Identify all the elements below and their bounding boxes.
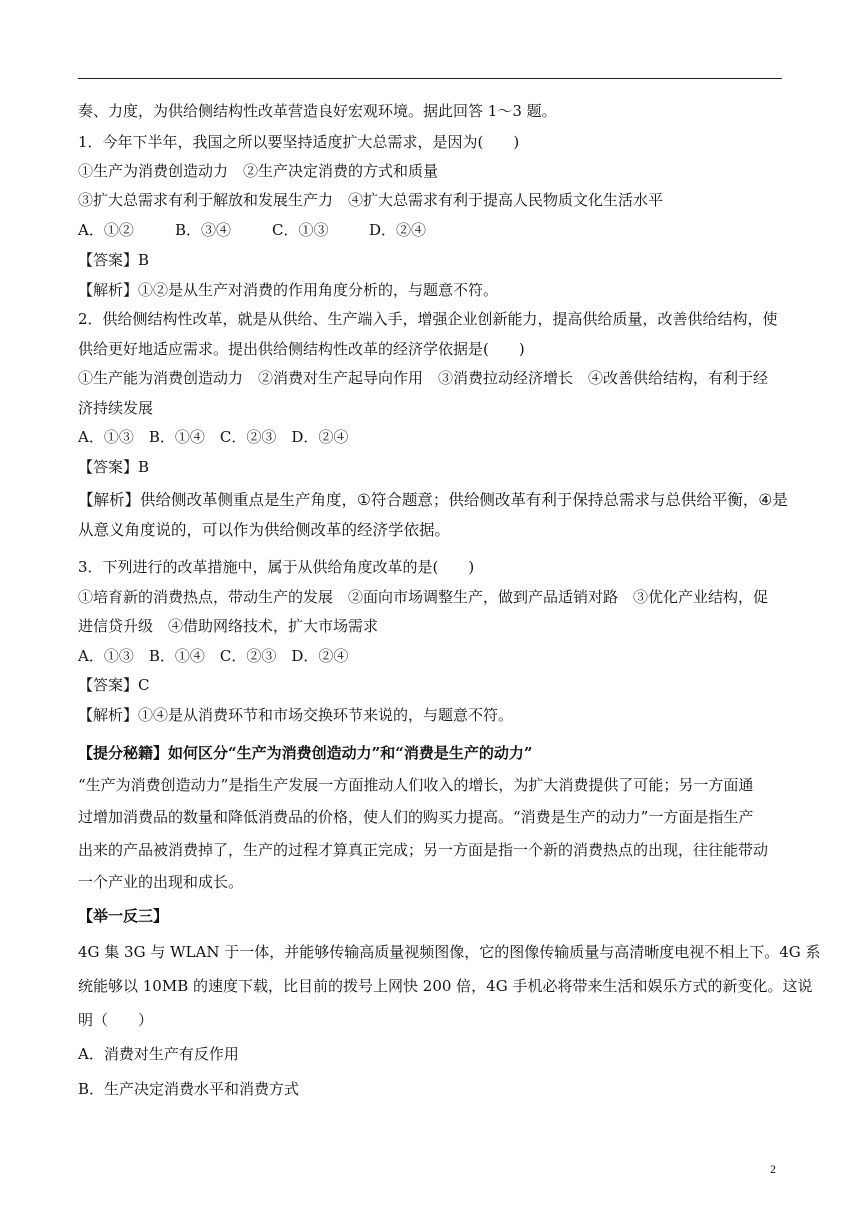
- q2-items-line1: ①生产能为消费创造动力 ②消费对生产起导向作用 ③消费拉动经济增长 ④改善供给结构，有利于经: [78, 369, 769, 387]
- q1-items-line2: ③扩大总需求有利于解放和发展生产力 ④扩大总需求有利于提高人民物质文化生活水平: [78, 191, 664, 209]
- q1-stem: 1．今年下半年，我国之所以要坚持适度扩大总需求，是因为( ): [78, 133, 520, 151]
- q1-options: [78, 220, 788, 240]
- practice-option-a: A．消费对生产有反作用: [78, 1045, 239, 1063]
- q1-analysis: 【解析】①②是从生产对消费的作用角度分析的，与题意不符。: [78, 281, 499, 299]
- q1-answer: 【答案】B: [78, 251, 150, 269]
- practice-option-b: B．生产决定消费水平和消费方式: [78, 1080, 300, 1098]
- tip-heading: 【提分秘籍】如何区分“生产为消费创造动力”和“消费是生产的动力”: [78, 744, 533, 762]
- header-rule: [78, 78, 782, 79]
- q3-analysis: 【解析】①④是从消费环节和市场交换环节来说的，与题意不符。: [78, 706, 514, 724]
- q1-option-a: A．①②: [78, 221, 134, 239]
- tip-line2: 过增加消费品的数量和降低消费品的价格，使人们的购买力提高。“消费是生产的动力”一方面是指生产: [78, 808, 754, 826]
- q2-analysis-line1: 【解析】供给侧改革侧重点是生产角度，①符合题意；供给侧改革有利于保持总需求与总供给平衡，④是: [78, 491, 788, 509]
- q1-items-line1: ①生产为消费创造动力 ②生产决定消费的方式和质量: [78, 162, 439, 180]
- q1-option-d: D．②④: [369, 221, 427, 239]
- q2-stem-line2: 供给更好地适应需求。提出供给侧结构性改革的经济学依据是( ): [78, 340, 525, 358]
- tip-line4: 一个产业的出现和成长。: [78, 873, 244, 891]
- practice-line1: 4G 集 3G 与 WLAN 于一体，并能够传输高质量视频图像，它的图像传输质量与高清晰度电视不相上下。4G 系: [78, 943, 821, 961]
- q1-option-b: B．③④: [175, 221, 232, 239]
- tip-line1: “生产为消费创造动力”是指生产发展一方面推动人们收入的增长，为扩大消费提供了可能；另一方面通: [78, 776, 754, 794]
- tip-line3: 出来的产品被消费掉了，生产的过程才算真正完成；另一方面是指一个新的消费热点的出现，往往能带动: [78, 841, 769, 859]
- q3-stem: 3．下列进行的改革措施中，属于从供给角度改革的是( ): [78, 558, 475, 576]
- intro-tail: 奏、力度，为供给侧结构性改革营造良好宏观环境。据此回答 1～3 题。: [78, 102, 557, 120]
- practice-line3: 明（ ）: [78, 1011, 154, 1029]
- q2-analysis-line2: 从意义角度说的，可以作为供给侧改革的经济学依据。: [78, 521, 451, 539]
- q2-options: A．①③ B．①④ C．②③ D．②④: [78, 428, 349, 446]
- page-number: 2: [770, 1162, 776, 1176]
- q3-answer: 【答案】C: [78, 676, 150, 694]
- q3-items-line2: 进信贷升级 ④借助网络技术，扩大市场需求: [78, 617, 379, 635]
- q2-items-line2: 济持续发展: [78, 399, 154, 417]
- q2-answer: 【答案】B: [78, 458, 150, 476]
- practice-heading: 【举一反三】: [78, 907, 169, 925]
- q3-items-line1: ①培育新的消费热点，带动生产的发展 ②面向市场调整生产，做到产品适销对路 ③优化产业结构，促: [78, 588, 769, 606]
- q1-option-c: C．①③: [272, 221, 329, 239]
- practice-line2: 统能够以 10MB 的速度下载，比目前的拨号上网快 200 倍，4G 手机必将带来生活和娱乐方式的新变化。这说: [78, 977, 813, 995]
- q3-options: A．①③ B．①④ C．②③ D．②④: [78, 647, 349, 665]
- q2-stem-line1: 2．供给侧结构性改革，就是从供给、生产端入手，增强企业创新能力，提高供给质量，改善供给结构，使: [78, 310, 778, 328]
